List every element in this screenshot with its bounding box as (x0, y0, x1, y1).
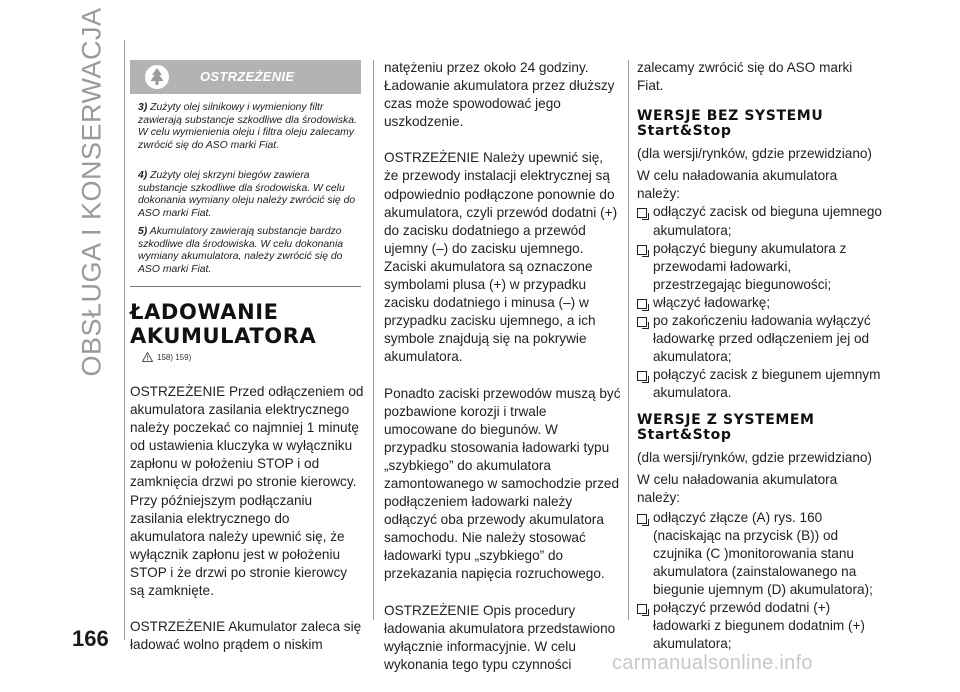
environment-warning-box (130, 60, 361, 287)
warning-item-number: 5) (138, 226, 148, 237)
list-item (637, 366, 882, 402)
subsection-title-line-1: WERSJE BEZ SYSTEMU (637, 108, 824, 125)
list-item-text: odłączyć zacisk od bieguna ujemnego akumulatora; (653, 204, 882, 238)
warning-item (138, 226, 358, 277)
subsection-title-line-2: Start&Stop (637, 123, 732, 140)
section-title-line-1: ŁADOWANIE (130, 300, 279, 324)
list-item-text: połączyć zacisk z biegunem ujemnym akumulatora. (653, 367, 881, 401)
warning-reference-numbers: 158) 159) (157, 352, 192, 362)
availability-note: (dla wersji/rynków, gdzie przewidziano) (637, 146, 872, 162)
warning-item (138, 102, 358, 153)
checkbox-bullet-icon (637, 245, 647, 255)
checkbox-bullet-icon (637, 371, 647, 381)
checkbox-bullet-icon (637, 208, 647, 218)
tree-icon (144, 64, 170, 90)
availability-note: (dla wersji/rynków, gdzie przewidziano) (637, 449, 872, 465)
checkbox-bullet-icon (637, 604, 647, 614)
paragraph: OSTRZEŻENIE Należy upewnić się, że przewody instalacji elektrycznej są odpowiednio podłączone ponownie do akumulatora, czyli przewód dodatni (+) do zacisku dodatniego a przewód ujemny (–) do zacisku ujemnego. Zaciski akumulatora są oznaczone symbolami plusa (+) w przypadku zacisku dodatniego i minusa (–) w przypadku zacisku ujemnego, a ich symbole znajdują się na pokrywie akumulatora. (384, 150, 618, 365)
subsection-title-no-startstop (637, 109, 882, 139)
list-item-text: połączyć bieguny akumulatora z przewodami ładowarki, przestrzegając biegunowości; (653, 240, 847, 292)
column-2-text (384, 59, 621, 692)
column-3-text (637, 59, 882, 654)
paragraph: OSTRZEŻENIE Akumulator zaleca się ładować wolno prądem o niskim (130, 619, 362, 653)
paragraph: OSTRZEŻENIE Przed odłączeniem od akumulatora zasilania elektrycznego należy poczekać co najmniej 1 minutę od ustawienia kluczyka w wyłączniku zapłonu w położeniu STOP i od zamknięcia drzwi po stronie kierowcy. Przy późniejszym podłączaniu zasilania elektrycznego do akumulatora należy upewnić się, że wyłącznik zapłonu jest w położeniu STOP i że drzwi po stronie kierowcy są zamknięte. (130, 384, 364, 599)
subsection-title-with-startstop (637, 413, 882, 443)
warning-item-number: 4) (138, 170, 148, 181)
subsection-title-line-1: WERSJE Z SYSTEMEM (637, 411, 815, 428)
warning-triangle-icon (142, 352, 153, 362)
paragraph: zalecamy zwrócić się do ASO marki Fiat. (637, 60, 853, 94)
list-item (637, 312, 882, 366)
instruction-lead: W celu naładowania akumulatora należy: (637, 168, 838, 202)
paragraph: OSTRZEŻENIE Opis procedury ładowania akumulatora przedstawiono wyłącznie informacyjnie. W celu wykonania tego typu czynności (384, 602, 616, 672)
chapter-title-text: OBSŁUGA I KONSERWACJA (76, 7, 107, 377)
column-1-text (130, 383, 364, 672)
site-watermark: carmanualsonline.info (612, 652, 813, 674)
subsection-title-line-2: Start&Stop (637, 426, 732, 443)
list-item (637, 294, 882, 312)
list-item-text: włączyć ładowarkę; (653, 294, 771, 310)
list-item-text: odłączyć złącze (A) rys. 160 (naciskając na przycisk (B)) od czujnika (C )monitorowania stanu akumulatora (zainstalowanego na biegunie ujemnym (D) akumulatora); (653, 509, 873, 598)
column-divider-2 (628, 60, 629, 620)
warning-item-text: Zużyty olej silnikowy i wymieniony filtr zawierają substancje szkodliwe dla środowiska. W celu wymienienia oleju i filtra oleju zalecamy zwrócić się do ASO marki Fiat. (138, 102, 357, 152)
warning-item (138, 170, 358, 221)
warning-item-number: 3) (138, 102, 148, 113)
warning-box-header (130, 60, 361, 94)
list-item (637, 203, 882, 239)
list-item (637, 599, 882, 653)
checkbox-bullet-icon (637, 317, 647, 327)
warning-box-title: OSTRZEŻENIE (200, 69, 295, 84)
instruction-lead: W celu naładowania akumulatora należy: (637, 471, 838, 505)
warning-references (142, 352, 191, 362)
paragraph: Ponadto zaciski przewodów muszą być pozbawione korozji i trwale umocowane do biegunów. W przypadku stosowania ładowarki typu „szybkiego” do akumulatora zamontowanego w samochodzie przed podłączeniem ładowarki należy odłączyć oba przewody akumulatora samochodu. Nie należy stosować ładowarki typu „szybkiego” do przekazania napięcia rozruchowego. (384, 385, 621, 582)
warning-item-text: Zużyty olej skrzyni biegów zawiera substancje szkodliwe dla środowiska. W celu dokonania wymiany oleju należy zwrócić się do ASO marki Fiat. (138, 170, 356, 220)
list-item-text: połączyć przewód dodatni (+) ładowarki z biegunem dodatnim (+) akumulatora; (653, 600, 865, 652)
page-number: 166 (72, 626, 109, 651)
list-item (637, 240, 882, 294)
paragraph: natężeniu przez około 24 godziny. Ładowanie akumulatora przez dłuższy czas może spowodować jego uszkodzenie. (384, 60, 615, 130)
list-item-text: po zakończeniu ładowania wyłączyć ładowarkę przed odłączeniem jej od akumulatora; (653, 313, 871, 365)
left-margin-rule (124, 40, 125, 640)
checkbox-bullet-icon (637, 299, 647, 309)
list-item (637, 509, 882, 599)
chapter-title (62, 7, 122, 377)
column-divider-1 (373, 60, 374, 620)
section-title (130, 300, 316, 348)
section-title-line-2: AKUMULATORA (130, 324, 317, 348)
warning-item-text: Akumulatory zawierają substancje bardzo szkodliwe dla środowiska. W celu dokonania wymiany akumulatora, należy zwrócić się do ASO marki Fiat. (138, 226, 344, 276)
checkbox-bullet-icon (637, 514, 647, 524)
